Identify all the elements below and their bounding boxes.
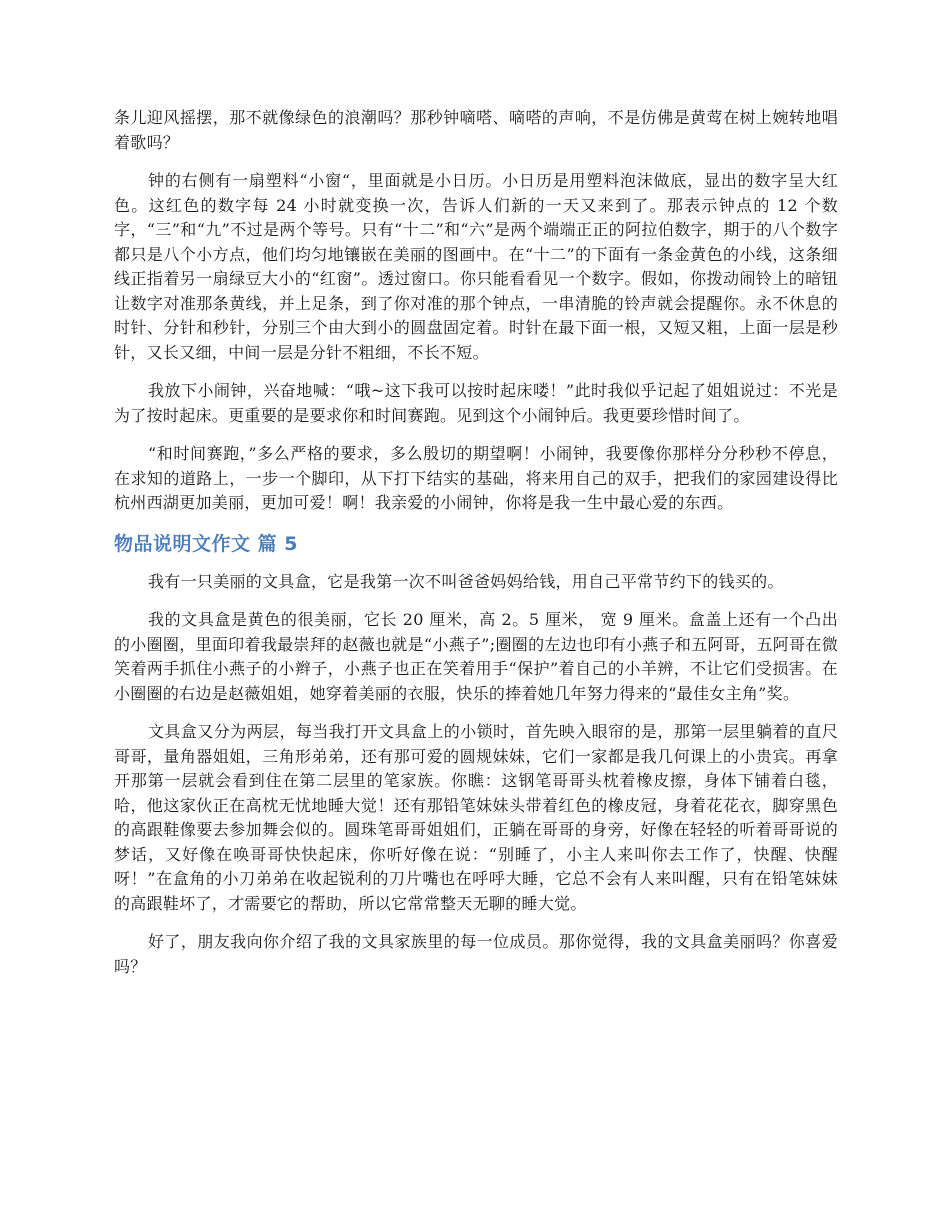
paragraph-conclusion: 好了，朋友我向你介绍了我的文具家族里的每一位成员。那你觉得，我的文具盒美丽吗？你喜爱吗？ [114, 932, 838, 976]
paragraph-pencil-case-layers: 文具盒又分为两层，每当我打开文具盒上的小锁时，首先映入眼帘的是，那第一层里躺着的直尺哥哥，量角器姐姐，三角形弟弟，还有那可爱的圆规妹妹，它们一家都是我几何课上的小贵宾。再拿开那第一层就会看到住在第二层里的笔家族。你瞧：这钢笔哥哥头枕着橡皮擦，身体下铺着白毯，哈，他这家伙正在高枕无忧地睡大觉！还有那铅笔妹妹头带着红色的橡皮冠，身着花花衣，脚穿黑色的高跟鞋像要去参加舞会似的。圆珠笔哥哥姐姐们，正躺在哥哥的身旁，好像在轻轻的听着哥哥说的梦话，又好像在唤哥哥快快起床，你听好像在说：“别睡了，小主人来叫你去工作了，快醒、快醒呀！”在盒角的小刀弟弟在收起锐利的刀片嘴也在呼呼大睡，它总不会有人来叫醒，只有在铅笔妹妹的高跟鞋坏了，才需要它的帮助，所以它常常整天无聊的睡大觉。 [114, 722, 838, 913]
paragraph-excited-shout: 我放下小闹钟，兴奋地喊：“哦~这下我可以按时起床喽！”此时我似乎记起了姐姐说过：不光是为了按时起床。更重要的是要求你和时间赛跑。见到这个小闹钟后。我更要珍惜时间了。 [114, 381, 838, 425]
paragraph-continued: 条儿迎风摇摆，那不就像绿色的浪潮吗？那秒钟嘀嗒、嘀嗒的声响，不是仿佛是黄莺在树上婉转地唱着歌吗？ [114, 108, 838, 152]
document-page [114, 106, 838, 993]
section-heading: 物品说明文作文 篇 5 [114, 532, 298, 555]
paragraph-pencil-case-appearance: 我的文具盒是黄色的很美丽，它长 20 厘米，高 2。5 厘米， 宽 9 厘米。盒盖上还有一个凸出的小圈圈，里面印着我最崇拜的赵薇也就是“小燕子”;圈圈的左边也印有小燕子和五阿哥，五阿哥在微笑着两手抓住小燕子的小辫子，小燕子也正在笑着用手“保护”着自己的小羊辨，不让它们受损害。在小圈圈的右边是赵薇姐姐，她穿着美丽的衣服，快乐的捧着她几年努力得来的“最佳女主角”奖。 [114, 610, 838, 703]
paragraph-pencil-case-intro: 我有一只美丽的文具盒，它是我第一次不叫爸爸妈妈给钱，用自己平常节约下的钱买的。 [148, 571, 784, 591]
paragraph-calendar-window: 钟的右侧有一扇塑料“小窗“，里面就是小日历。小日历是用塑料泡沫做底，显出的数字呈大红色。这红色的数字每 24 小时就变换一次，告诉人们新的一天又来到了。那表示钟点的 12 个数字，“三”和“九”不过是两个等号。只有“十二”和“六”是两个端端正正的阿拉伯数字，期于的八个数字都只是八个小方点，他们均匀地镶嵌在美丽的图画中。在“十二”的下面有一条金黄色的小线，这条细线正指着另一扇绿豆大小的“红窗”。透过窗口。你只能看看见一个数字。假如，你拨动闹铃上的暗钮让数字对准那条黄线，并上足条，到了你对准的那个钟点，一串清脆的铃声就会提醒你。永不休息的时针、分针和秒针，分别三个由大到小的圆盘固定着。时针在最下面一根，又短又粗，上面一层是秒针，又长又细，中间一层是分针不粗细，不长不短。 [114, 171, 838, 362]
paragraph-race-with-time: “和时间赛跑，”多么严格的要求，多么殷切的期望啊！小闹钟，我要像你那样分分秒秒不停息，在求知的道路上，一步一个脚印，从下打下结实的基础，将来用自己的双手，把我们的家园建设得比杭州西湖更加美丽，更加可爱！啊！我亲爱的小闹钟，你将是我一生中最心爱的东西。 [114, 444, 838, 512]
